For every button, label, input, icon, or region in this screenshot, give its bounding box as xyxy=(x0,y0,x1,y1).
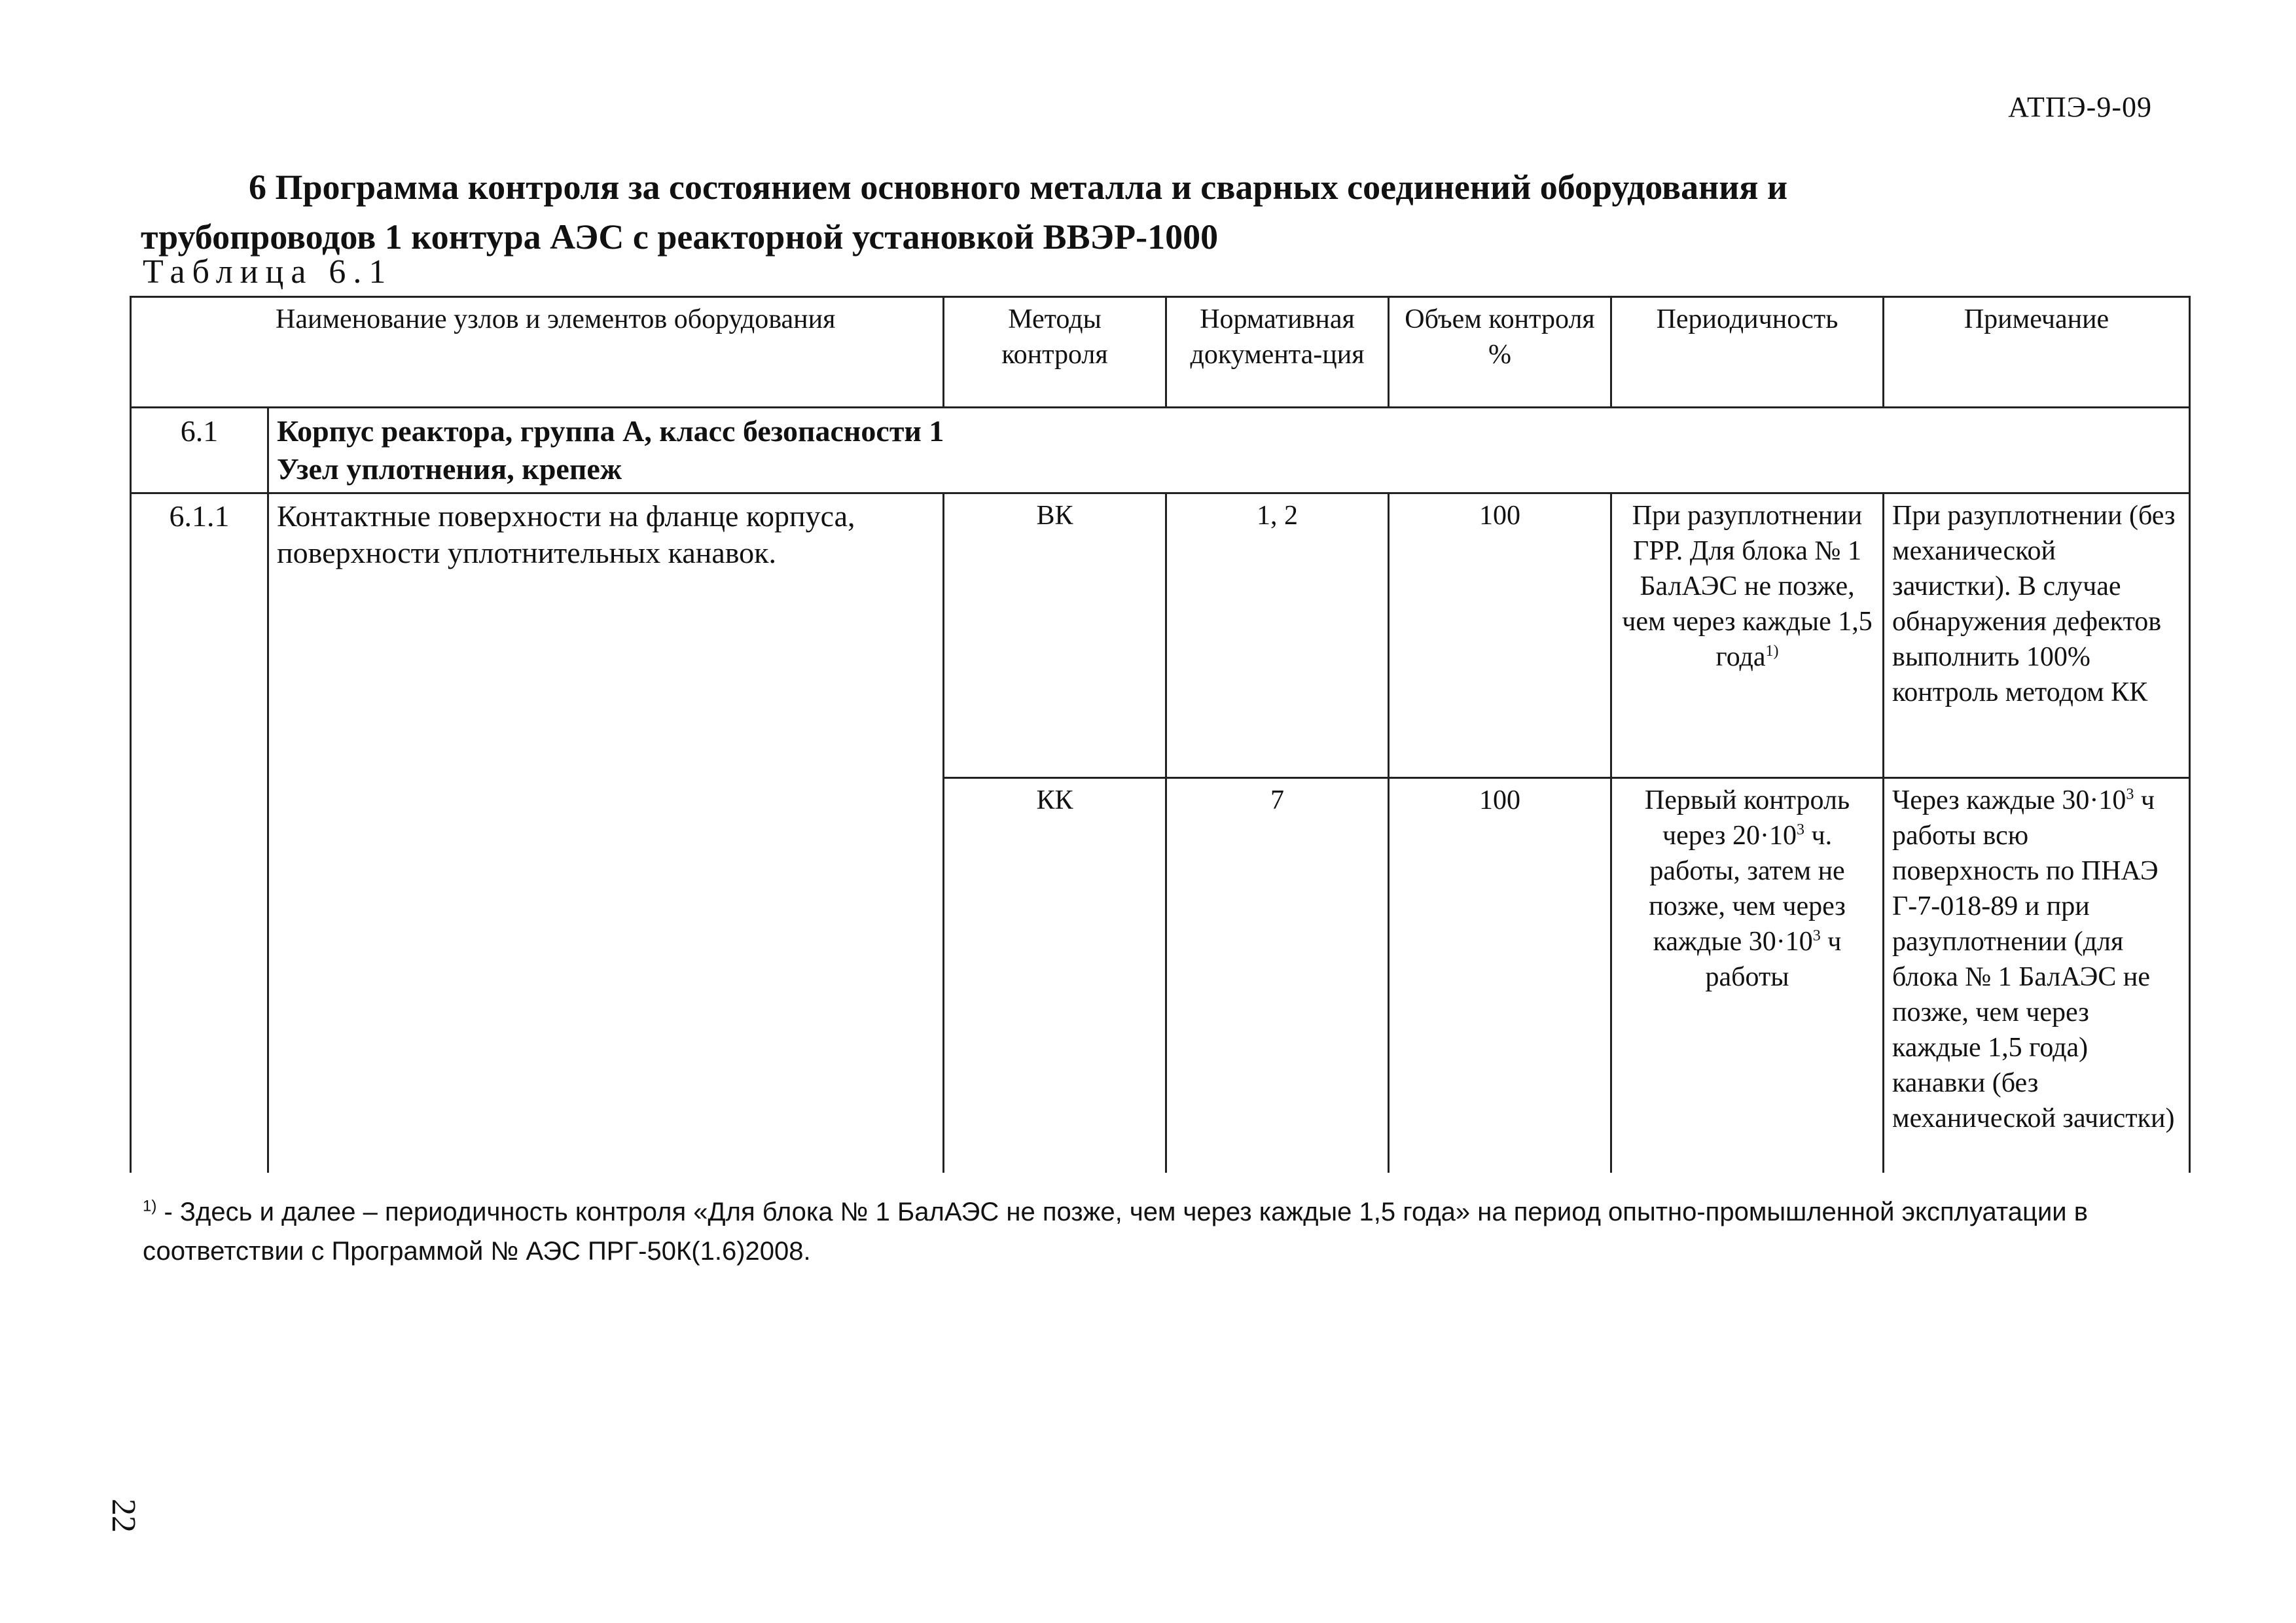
footnote xyxy=(143,1192,2172,1271)
page-number: 22 xyxy=(105,1499,142,1533)
normative-cell: 1, 2 xyxy=(1166,493,1389,778)
exponent: 3 xyxy=(2126,786,2134,803)
footnote-marker: 1) xyxy=(143,1197,157,1215)
exponent: 3 xyxy=(1796,821,1804,838)
notes-text-a: Через каждые 30·10 xyxy=(1892,785,2126,815)
periodicity-text: При разуплотнении ГРР. Для блока № 1 БалАЭС не позже, чем через каждые 1,5 года xyxy=(1622,501,1873,672)
method-cell: КК xyxy=(944,778,1166,1173)
header-notes: Примечание xyxy=(1884,297,2190,408)
item-name: Контактные поверхности на фланце корпуса, поверхности уплотнительных канавок. xyxy=(268,493,944,1173)
method-cell: ВК xyxy=(944,493,1166,778)
document-code: АТПЭ-9-09 xyxy=(2008,91,2152,123)
heading-line-1: 6 Программа контроля за состоянием основного металла и сварных соединений оборудования и xyxy=(249,168,1788,207)
table-label: Таблица 6.1 xyxy=(143,253,393,291)
exponent: 3 xyxy=(1812,927,1821,944)
header-methods: Методы контроля xyxy=(944,297,1166,408)
table-header-row xyxy=(131,297,2190,408)
periodicity-text-b: ч. работы, затем не позже, чем через каждые 30·10 xyxy=(1649,821,1846,957)
item-number: 6.1.1 xyxy=(131,493,268,1173)
notes-text-b: ч работы всю поверхность по ПНАЭ Г-7-018-89 и при разуплотнении (для блока № 1 БалАЭС не позже, чем через каждые 1,5 года) канавки (без механической зачистки) xyxy=(1892,785,2175,1133)
header-periodicity: Периодичность xyxy=(1611,297,1884,408)
periodicity-cell xyxy=(1611,778,1884,1173)
section-row xyxy=(131,408,2190,493)
notes-cell xyxy=(1884,778,2190,1173)
footnote-ref: 1) xyxy=(1765,643,1779,660)
periodicity-cell xyxy=(1611,493,1884,778)
notes-cell: При разуплотнении (без механической зачистки). В случае обнаружения дефектов выполнить 100% контроль методом КК xyxy=(1884,493,2190,778)
section-title-line-1: Корпус реактора, группа А, класс безопасности 1 xyxy=(277,414,944,448)
periodicity-text-c: ч работы xyxy=(1705,927,1842,992)
heading-line-2: трубопроводов 1 контура АЭС с реакторной установкой ВВЭР-1000 xyxy=(141,217,1219,257)
section-title xyxy=(268,408,2190,493)
periodicity-text-a: Первый контроль через 20·10 xyxy=(1644,785,1850,851)
normative-cell: 7 xyxy=(1166,778,1389,1173)
inspection-table xyxy=(130,296,2191,1173)
header-name: Наименование узлов и элементов оборудования xyxy=(131,297,944,408)
footnote-text: - Здесь и далее – периодичность контроля «Для блока № 1 БалАЭС не позже, чем через каждые 1,5 года» на период опытно-промышленной эксплуатации в соответствии с Программой № АЭС ПРГ-50К(1.6)2008. xyxy=(143,1198,2088,1266)
header-volume: Объем контроля % xyxy=(1389,297,1611,408)
section-heading xyxy=(141,162,2144,262)
table-row xyxy=(131,493,2190,778)
section-title-line-2: Узел уплотнения, крепеж xyxy=(277,452,622,486)
volume-cell: 100 xyxy=(1389,493,1611,778)
volume-cell: 100 xyxy=(1389,778,1611,1173)
section-number: 6.1 xyxy=(131,408,268,493)
header-normative: Нормативная документа-ция xyxy=(1166,297,1389,408)
